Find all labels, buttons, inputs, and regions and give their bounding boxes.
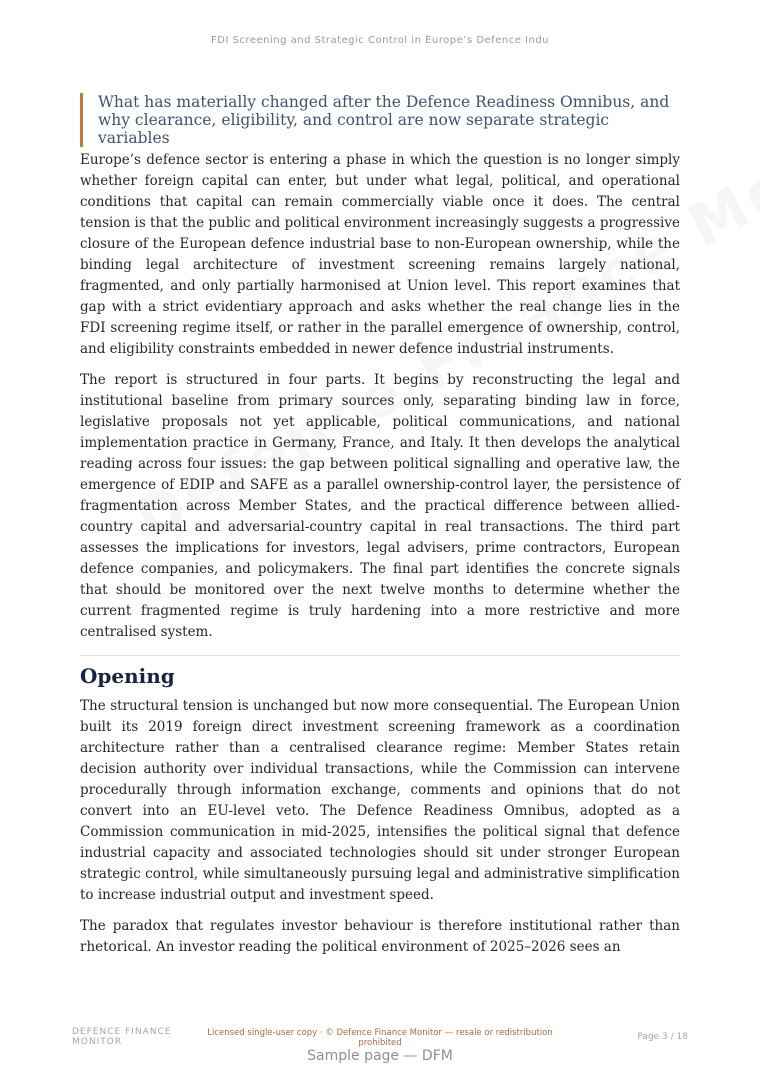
sample-label: Sample page — DFM bbox=[307, 1048, 453, 1064]
footer-brand bbox=[72, 1027, 192, 1047]
section-paragraph-2: The paradox that regulates investor behaviour is therefore institutional rather than rhetorical. An investor reading the political environment of 2025–2026 sees an bbox=[80, 918, 680, 955]
section-divider bbox=[80, 655, 680, 656]
intro-paragraph-1: Europe’s defence sector is entering a phase in which the question is no longer simply whether foreign capital can enter, but under what legal, political, and operational conditions that capital can remain commercially viable once it does. The central tension is that the public and political environment increasingly suggests a progressive closure of the European defence industrial base to non-European ownership, while the binding legal architecture of investment screening remains largely national, fragmented, and only partially harmonised at Union level. This report examines that gap with a strict evidentiary approach and asks whether the real change lies in the FDI screening regime itself, or rather in the parallel emergence of ownership, control, and eligibility constraints embedded in newer defence industrial instruments. bbox=[80, 152, 680, 357]
pull-quote bbox=[80, 93, 680, 147]
footer-license: Licensed single-user copy · © Defence Finance Monitor — resale or redistribution prohibited bbox=[207, 1028, 553, 1048]
page-number: Page 3 / 18 bbox=[637, 1032, 688, 1042]
pull-quote-text: What has materially changed after the Defence Readiness Omnibus, and why clearance, eligibility, and control are now separate strategic variables bbox=[98, 93, 670, 147]
running-header: FDI Screening and Strategic Control in Europe’s Defence Indu bbox=[211, 35, 549, 46]
intro-paragraph-2: The report is structured in four parts. It begins by reconstructing the legal and institutional baseline from primary sources only, separating binding law in force, legislative proposals not yet applicable, political communications, and national implementation practice in Germany, France, and Italy. It then develops the analytical reading across four issues: the gap between political signalling and operative law, the emergence of EDIP and SAFE as a parallel ownership-control layer, the persistence of fragmentation across Member States, and the practical difference between allied-country capital and adversarial-country capital in real transactions. The third part assesses the implications for investors, legal advisers, prime contractors, European defence companies, and policymakers. The final part identifies the concrete signals that should be monitored over the next twelve months to determine whether the current fragmented regime is truly hardening into a more restrictive and more centralised system. bbox=[80, 372, 680, 640]
section-paragraph-1: The structural tension is unchanged but now more consequential. The European Union built its 2019 foreign direct investment screening framework as a coordination architecture rather than a centralised clearance regime: Member States retain decision authority over individual transactions, while the Commission can intervene procedurally through information exchange, comments and opinions that do not convert into an EU-level veto. The Defence Readiness Omnibus, adopted as a Commission communication in mid-2025, intensifies the political signal that defence industrial capacity and associated technologies should sit under stronger European strategic control, while simultaneously pursuing legal and administrative simplification to increase industrial output and investment speed. bbox=[80, 698, 680, 903]
main-content bbox=[80, 150, 680, 968]
footer-brand-line-2: MONITOR bbox=[72, 1037, 123, 1047]
section-heading: Opening bbox=[80, 664, 175, 688]
footer-brand-line-1: DEFENCE FINANCE bbox=[72, 1027, 172, 1037]
